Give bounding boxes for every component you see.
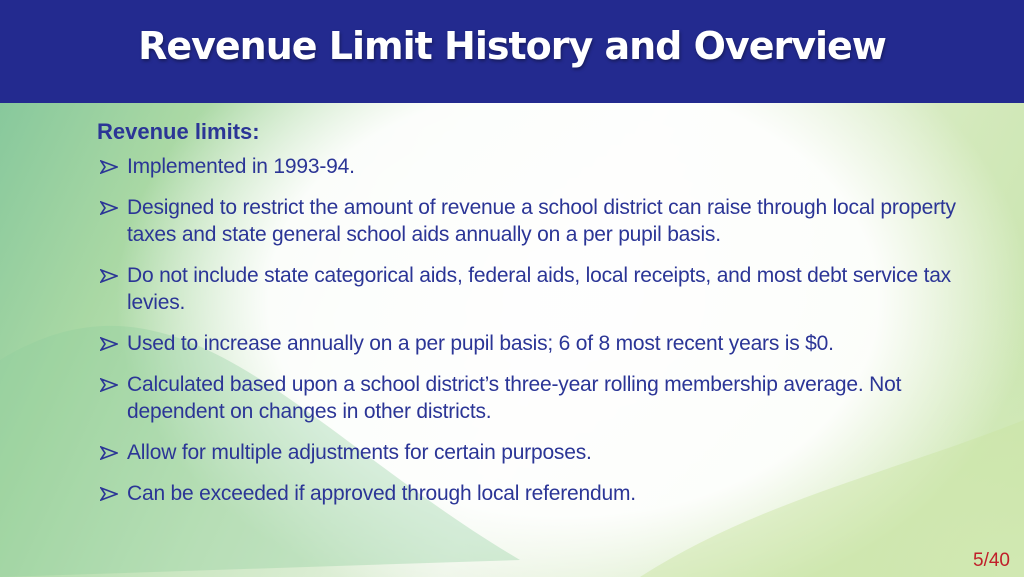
bullet-item [97, 262, 997, 316]
arrowhead-bullet-icon [100, 378, 118, 392]
bullet-item [97, 371, 997, 425]
arrowhead-bullet-icon [100, 446, 118, 460]
slide-title: Revenue Limit History and Overview [138, 24, 886, 68]
bullet-text: Can be exceeded if approved through local referendum. [127, 482, 636, 505]
page-number: 5/40 [973, 550, 1010, 571]
bullet-list [97, 153, 997, 507]
bullet-text: Calculated based upon a school district’s three-year rolling membership average. Not dependent on changes in other districts. [127, 373, 902, 423]
bullet-item [97, 480, 997, 507]
slide-content [97, 118, 997, 521]
section-heading: Revenue limits: [97, 119, 260, 144]
bullet-text: Designed to restrict the amount of revenue a school district can raise through local property taxes and state general school aids annually on a per pupil basis. [127, 196, 956, 246]
arrowhead-bullet-icon [100, 487, 118, 501]
arrowhead-bullet-icon [100, 269, 118, 283]
arrowhead-bullet-icon [100, 160, 118, 174]
bullet-item [97, 194, 997, 248]
bullet-text: Implemented in 1993-94. [127, 155, 355, 178]
bullet-text: Allow for multiple adjustments for certain purposes. [127, 441, 592, 464]
bullet-text: Used to increase annually on a per pupil basis; 6 of 8 most recent years is $0. [127, 332, 834, 355]
bullet-item [97, 439, 997, 466]
bullet-item [97, 330, 997, 357]
arrowhead-bullet-icon [100, 201, 118, 215]
bullet-text: Do not include state categorical aids, federal aids, local receipts, and most debt service tax levies. [127, 264, 951, 314]
arrowhead-bullet-icon [100, 337, 118, 351]
title-bar [0, 0, 1024, 103]
bullet-item [97, 153, 997, 180]
